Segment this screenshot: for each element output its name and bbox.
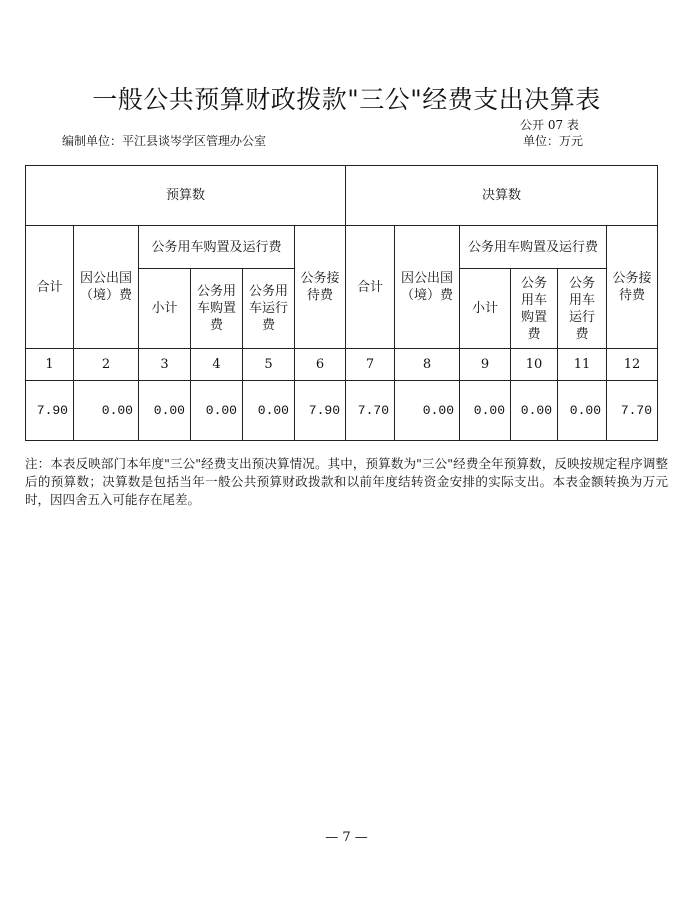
header-row-1	[26, 226, 658, 269]
value-final-vehicle-operation: 0.00	[558, 381, 607, 441]
header-budget-total: 合计	[26, 226, 74, 349]
header-final-vehicle: 公务用车购置及运行费	[460, 226, 607, 269]
page-number: — 7 —	[325, 830, 368, 845]
column-number: 12	[607, 349, 658, 381]
value-final-vehicle-purchase: 0.00	[511, 381, 558, 441]
header-final-purchase: 公务用车购置费	[511, 269, 558, 349]
value-budget-abroad: 0.00	[74, 381, 139, 441]
column-number-row	[26, 349, 658, 381]
currency-unit: 单位：万元	[523, 134, 584, 148]
column-number: 6	[295, 349, 346, 381]
column-number: 9	[460, 349, 511, 381]
column-number: 10	[511, 349, 558, 381]
final-accounts-table	[25, 165, 658, 441]
column-number: 2	[74, 349, 139, 381]
header-budget-reception: 公务接待费	[295, 226, 346, 349]
value-final-total: 7.70	[346, 381, 395, 441]
page-title: 一般公共预算财政拨款"三公"经费支出决算表	[92, 85, 601, 114]
value-final-vehicle-subtotal: 0.00	[460, 381, 511, 441]
value-budget-total: 7.90	[26, 381, 74, 441]
column-number: 1	[26, 349, 74, 381]
group-header-row	[26, 166, 658, 226]
column-number: 5	[243, 349, 295, 381]
header-budget-subtotal: 小计	[139, 269, 191, 349]
column-number: 8	[395, 349, 460, 381]
value-budget-vehicle-purchase: 0.00	[191, 381, 243, 441]
value-budget-vehicle-operation: 0.00	[243, 381, 295, 441]
header-final-abroad: 因公出国（境）费	[395, 226, 460, 349]
header-budget-purchase: 公务用车购置费	[191, 269, 243, 349]
compiling-unit: 编制单位：平江县谈岑学区管理办公室	[62, 134, 267, 148]
column-number: 7	[346, 349, 395, 381]
value-final-abroad: 0.00	[395, 381, 460, 441]
value-row	[26, 381, 658, 441]
column-number: 4	[191, 349, 243, 381]
header-final-subtotal: 小计	[460, 269, 511, 349]
value-budget-vehicle-subtotal: 0.00	[139, 381, 191, 441]
column-number: 3	[139, 349, 191, 381]
header-final-operation: 公务用车运行费	[558, 269, 607, 349]
header-budget-operation: 公务用车运行费	[243, 269, 295, 349]
column-number: 11	[558, 349, 607, 381]
group-header-final: 决算数	[346, 166, 658, 226]
table-note: 注：本表反映部门本年度"三公"经费支出预决算情况。其中，预算数为"三公"经费全年预算数，反映按规定程序调整后的预算数；决算数是包括当年一般公共预算财政拨款和以前年度结转资金安排的实际支出。本表金额转换为万元时，因四舍五入可能存在尾差。	[25, 456, 668, 507]
value-budget-reception: 7.90	[295, 381, 346, 441]
value-final-reception: 7.70	[607, 381, 658, 441]
header-budget-vehicle: 公务用车购置及运行费	[139, 226, 295, 269]
header-budget-abroad: 因公出国（境）费	[74, 226, 139, 349]
header-final-reception: 公务接待费	[607, 226, 658, 349]
group-header-budget: 预算数	[26, 166, 346, 226]
form-number: 公开 07 表	[520, 118, 579, 132]
header-final-total: 合计	[346, 226, 395, 349]
